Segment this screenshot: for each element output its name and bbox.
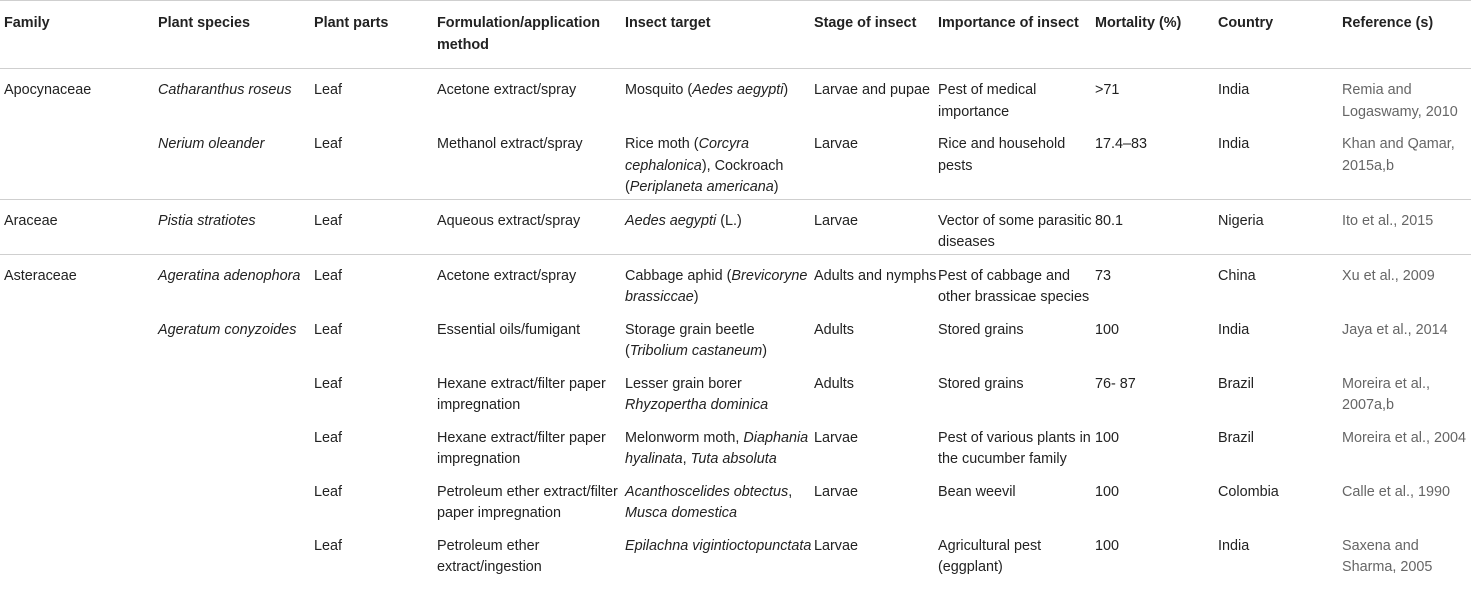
cell-method: Petroleum ether extract/filter paper impregnation	[437, 483, 618, 521]
header-mortality: Mortality (%)	[1095, 1, 1218, 69]
cell-mortality: 100	[1095, 483, 1120, 500]
cell-target	[625, 363, 814, 417]
cell-method: Methanol extract/spray	[437, 136, 583, 152]
cell-parts: Leaf	[314, 483, 343, 500]
cell-mortality: 100	[1095, 429, 1120, 446]
cell-mortality: 17.4–83	[1095, 136, 1148, 152]
cell-stage: Larvae and pupae	[814, 82, 931, 98]
cell-stage: Larvae	[814, 483, 859, 500]
table-row	[0, 309, 1471, 363]
cell-family	[0, 123, 158, 199]
cell-mortality: 76- 87	[1095, 375, 1136, 392]
header-country: Country	[1218, 1, 1342, 69]
target-text: ,	[682, 451, 691, 467]
cell-stage: Adults and nymphs	[814, 254, 938, 309]
cell-species	[158, 471, 314, 525]
cell-importance: Stored grains	[938, 321, 1024, 338]
target-text: Cockroach (	[625, 157, 784, 195]
target-text: Melonworm moth,	[625, 429, 744, 446]
cell-method: Hexane extract/filter paper impregnation	[437, 429, 606, 467]
target-text: )	[783, 82, 789, 98]
cell-target	[625, 309, 814, 363]
header-plant-species: Plant species	[158, 1, 314, 69]
target-text: (L.)	[716, 212, 742, 229]
cell-family: Apocynaceae	[4, 82, 92, 98]
cell-country: India	[1218, 136, 1250, 152]
cell-family	[0, 417, 158, 471]
target-species: Aedes aegypti	[625, 212, 717, 229]
cell-mortality: 73	[1095, 254, 1218, 309]
cell-country: Nigeria	[1218, 199, 1342, 254]
cell-mortality: 100	[1095, 537, 1120, 554]
cell-importance: Agricultural pest (eggplant)	[938, 537, 1042, 575]
cell-target	[625, 417, 814, 471]
cell-method: Hexane extract/filter paper impregnation	[437, 375, 606, 413]
header-stage: Stage of insect	[814, 1, 938, 69]
cell-parts: Leaf	[314, 82, 343, 98]
header-family: Family	[0, 1, 158, 69]
target-species: Periplaneta americana	[629, 179, 774, 195]
cell-importance: Pest of various plants in the cucumber family	[938, 429, 1091, 467]
cell-country: Brazil	[1218, 429, 1254, 446]
target-text: )	[762, 343, 768, 359]
cell-species: Nerium oleander	[158, 136, 265, 152]
cell-reference: Moreira et al., 2007a,b	[1342, 375, 1430, 413]
target-species: Tuta absoluta	[690, 451, 777, 467]
target-text: Lesser grain borer	[625, 375, 742, 392]
cell-parts: Leaf	[314, 429, 343, 446]
header-plant-parts: Plant parts	[314, 1, 437, 69]
cell-country: India	[1218, 537, 1250, 554]
table-row	[0, 199, 1471, 254]
table-row	[0, 123, 1471, 199]
cell-country: China	[1218, 254, 1342, 309]
target-species: Brevicoryne brassiccae	[625, 267, 808, 305]
target-species: Epilachna vigintioctopunctata	[625, 537, 812, 554]
cell-reference: Khan and Qamar, 2015a,b	[1342, 136, 1455, 174]
cell-species: Pistia stratiotes	[158, 199, 314, 254]
cell-family	[0, 471, 158, 525]
cell-importance: Bean weevil	[938, 483, 1016, 500]
cell-parts: Leaf	[314, 375, 343, 392]
cell-importance: Rice and household pests	[938, 136, 1066, 174]
cell-country: Colombia	[1218, 483, 1279, 500]
cell-stage: Adults	[814, 375, 854, 392]
table-row	[0, 471, 1471, 525]
cell-reference: Remia and Logaswamy, 2010	[1342, 82, 1458, 120]
cell-stage: Larvae	[814, 429, 859, 446]
cell-target	[625, 471, 814, 525]
cell-target	[625, 69, 814, 124]
cell-family	[0, 363, 158, 417]
cell-method: Aqueous extract/spray	[437, 199, 625, 254]
cell-stage: Larvae	[814, 136, 859, 152]
target-species: Acanthoscelides obtectus	[625, 483, 789, 500]
cell-parts: Leaf	[314, 254, 437, 309]
cell-mortality: >71	[1095, 82, 1120, 98]
target-text: ),	[701, 157, 711, 174]
table-body	[0, 69, 1471, 579]
target-species: Rhyzopertha dominica	[625, 397, 769, 413]
cell-parts: Leaf	[314, 321, 343, 338]
target-species: Corcyra cephalonica	[625, 136, 749, 174]
cell-importance: Stored grains	[938, 375, 1024, 392]
cell-country: India	[1218, 82, 1250, 98]
cell-stage: Larvae	[814, 537, 859, 554]
cell-country: Brazil	[1218, 375, 1254, 392]
table-row	[0, 363, 1471, 417]
cell-species	[158, 525, 314, 579]
table-row	[0, 417, 1471, 471]
target-species: Tribolium castaneum	[629, 343, 763, 359]
cell-stage: Adults	[814, 321, 854, 338]
table-header	[0, 1, 1471, 69]
target-species: Diaphania hyalinata	[625, 429, 809, 467]
cell-reference: Ito et al., 2015	[1342, 199, 1471, 254]
cell-importance: Vector of some parasitic diseases	[938, 199, 1095, 254]
table-row	[0, 525, 1471, 579]
cell-importance: Pest of medical importance	[938, 82, 1037, 120]
cell-parts: Leaf	[314, 537, 343, 554]
cell-mortality: 80.1	[1095, 199, 1218, 254]
cell-reference: Calle et al., 1990	[1342, 483, 1451, 500]
cell-parts: Leaf	[314, 199, 437, 254]
cell-reference: Xu et al., 2009	[1342, 254, 1471, 309]
cell-target	[625, 525, 814, 579]
header-importance: Importance of insect	[938, 1, 1095, 69]
cell-family: Asteraceae	[0, 254, 158, 309]
cell-method: Acetone extract/spray	[437, 82, 577, 98]
cell-family	[0, 309, 158, 363]
target-text: Mosquito (	[625, 82, 693, 98]
target-text: Storage grain beetle (	[625, 321, 755, 359]
cell-species	[158, 363, 314, 417]
cell-importance: Pest of cabbage and other brassicae species	[938, 254, 1095, 309]
cell-target	[625, 254, 814, 309]
header-formulation: Formulation/application method	[437, 1, 625, 69]
cell-parts: Leaf	[314, 136, 343, 152]
cell-family: Araceae	[0, 199, 158, 254]
target-text: )	[693, 289, 699, 305]
cell-mortality: 100	[1095, 321, 1120, 338]
target-species: Musca domestica	[625, 505, 737, 521]
cell-reference: Saxena and Sharma, 2005	[1342, 537, 1433, 575]
table-row	[0, 69, 1471, 124]
header-row	[0, 1, 1471, 69]
cell-species: Catharanthus roseus	[158, 82, 292, 98]
header-insect-target: Insect target	[625, 1, 814, 69]
cell-stage: Larvae	[814, 199, 938, 254]
target-species: Aedes aegypti	[692, 82, 784, 98]
cell-species: Ageratina adenophora	[158, 254, 314, 309]
header-reference: Reference (s)	[1342, 1, 1471, 69]
cell-target	[625, 123, 814, 199]
cell-reference: Moreira et al., 2004	[1342, 429, 1466, 446]
table-row	[0, 254, 1471, 309]
cell-method: Acetone extract/spray	[437, 254, 625, 309]
target-text: )	[773, 179, 779, 195]
target-text: ,	[788, 483, 793, 500]
target-text: Rice moth (	[625, 136, 699, 152]
cell-species: Ageratum conyzoides	[158, 321, 297, 338]
cell-method: Petroleum ether extract/ingestion	[437, 537, 542, 575]
cell-target	[625, 199, 814, 254]
cell-reference: Jaya et al., 2014	[1342, 321, 1448, 338]
target-text: Cabbage aphid (	[625, 267, 732, 284]
cell-country: India	[1218, 321, 1250, 338]
cell-method: Essential oils/fumigant	[437, 321, 581, 338]
cell-species	[158, 417, 314, 471]
cell-family	[0, 525, 158, 579]
